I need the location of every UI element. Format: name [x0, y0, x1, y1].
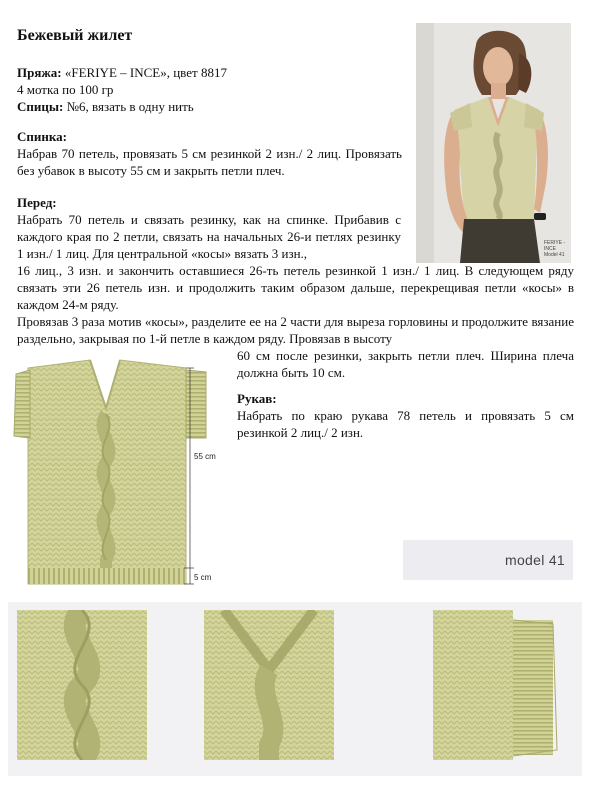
sleeve-text: Набрать по краю рукава 78 петель и провязать 5 см резинкой 2 лиц./ 2 изн.	[237, 408, 574, 441]
yarn-value: «FERIYE – INCE», цвет 8817	[64, 65, 227, 80]
yarn-label: Пряжа:	[17, 65, 62, 80]
swatch-strip	[8, 602, 582, 776]
back-text: Набрав 70 петель, провязать 5 см резинкой 2 изн./ 2 лиц. Провязать без убавок в высоту 55 см и закрыть петли плеч.	[17, 146, 402, 179]
front-text-b: 16 лиц., 3 изн. и закончить оставшиеся 26-ть петель резинкой 1 изн./ 1 лиц. В следующем ряду связать эти 26 петель изн. и продолжить таким образом дальше, перекрещивая петли «косы» в каждом 24-м ряду.	[17, 263, 574, 313]
rib-measure-label: 5 cm	[194, 573, 212, 582]
needles-value: №6, вязать в одну нить	[66, 99, 194, 115]
vest-diagram	[8, 352, 223, 592]
front-text-d: 60 см после резинки, закрыть петли плеч. Ширина плеча должна быть 10 см.	[237, 348, 574, 381]
page-title: Бежевый жилет	[17, 27, 133, 44]
front-text-a: Набрать 70 петель и связать резинку, как на спинке. Прибавив с каждого края по 2 петли, связать на начальных 26-и петлях резинку 1 изн./ 1 лиц. Для центральной «косы» вязать 3 изн.,	[17, 212, 401, 262]
height-measure-label: 55 cm	[194, 452, 216, 461]
back-heading: Спинка:	[17, 129, 67, 144]
swatch-neckline-detail	[204, 610, 334, 760]
model-tag-text: model 41	[505, 552, 565, 568]
yarn-section	[17, 64, 397, 116]
front-heading: Перед:	[17, 195, 57, 210]
model-tag	[403, 540, 573, 580]
yarn-amount: 4 мотка по 100 гр	[17, 82, 114, 98]
swatch-sleeve-detail	[433, 610, 558, 760]
swatch-cable-detail	[17, 610, 147, 760]
needles-label: Спицы:	[17, 99, 64, 115]
photo-caption: FERIYE - INCE Model 41	[544, 240, 566, 258]
model-illustration	[416, 23, 571, 263]
front-text-c: Провязав 3 раза мотив «косы», разделите ее на 2 части для выреза горловины и продолжите вязание раздельно, закрывая по 1-й петле в каждом ряду. Провязав в высоту	[17, 314, 574, 347]
sleeve-heading: Рукав:	[237, 391, 277, 406]
model-photo	[416, 23, 571, 263]
